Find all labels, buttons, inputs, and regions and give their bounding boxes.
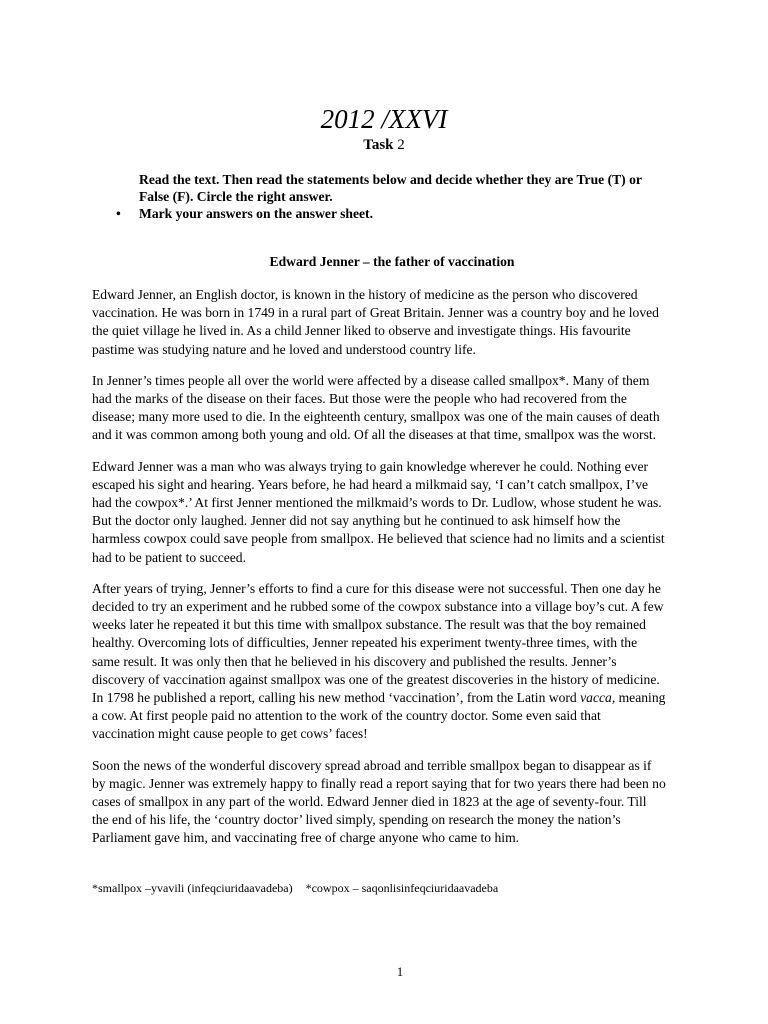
text-line: had the cowpox*.’ At first Jenner mentioned the milkmaid’s words to Dr. Ludlow, whose student he was. <box>92 495 662 511</box>
text-line: and it was common among both young and old. Of all the diseases at that time, smallpox was the worst. <box>92 427 657 443</box>
text-segment: In 1798 he published a report, calling his new method ‘vaccination’, from the Latin word <box>92 690 581 706</box>
text-line: Soon the news of the wonderful discovery spread abroad and terrible smallpox began to disappear as if <box>92 757 652 773</box>
text-line <box>92 689 712 707</box>
task-word: Task <box>363 137 394 153</box>
text-line: In Jenner’s times people all over the world were affected by a disease called smallpox*. Many of them <box>92 372 650 388</box>
text-line: pastime was studying nature and he loved and understood country life. <box>92 341 476 357</box>
text-line: escaped his sight and hearing. Years before, he had heard a milkmaid say, ‘I can’t catch smallpox, I’ve <box>92 476 649 492</box>
page-number: 1 <box>396 965 404 979</box>
text-line: But the doctor only laughed. Jenner did not say anything but he continued to ask himself how the <box>92 513 621 529</box>
text-line: cases of smallpox in any part of the world. Edward Jenner died in 1823 at the age of seventy-four. Till <box>92 794 647 810</box>
text-line: weeks later he repeated it but this time with smallpox substance. The result was that the boy remained <box>92 617 646 633</box>
article-body <box>92 286 712 861</box>
text-line: harmless cowpox could save people from smallpox. He believed that science had no limits and a scientist <box>92 531 665 547</box>
article-title: Edward Jenner – the father of vaccination <box>269 254 515 269</box>
latin-term: vacca <box>580 690 612 706</box>
text-line: by magic. Jenner was extremely happy to finally read a report saying that for two years there had been no <box>92 775 666 791</box>
article-paragraph <box>92 580 712 744</box>
task-label <box>0 136 768 154</box>
text-line: same result. It was only then that he believed in his discovery and published the results. Jenner’s <box>92 653 617 669</box>
text-segment: , meaning <box>611 690 666 706</box>
text-line: vaccination. He was born in 1749 in a rural part of Great Britain. Jenner was a country boy and he loved <box>92 305 659 321</box>
text-line: After years of trying, Jenner’s efforts to find a cure for this disease were not successful. Then one day he <box>92 580 661 596</box>
text-line: discovery of vaccination against smallpox was one of the greatest discoveries in the history of medicine. <box>92 671 660 687</box>
text-line: Parliament gave him, and vaccinating free of charge anyone who came to him. <box>92 830 520 846</box>
text-line: Edward Jenner, an English doctor, is known in the history of medicine as the person who discovered <box>92 287 638 302</box>
article-paragraph <box>92 458 712 567</box>
task-number: 2 <box>397 137 405 153</box>
instructions <box>139 171 699 205</box>
text-line: had the marks of the disease on their faces. But those were the people who had recovered from the <box>92 391 627 407</box>
bullet-icon: • <box>116 206 121 221</box>
text-line: a cow. At first people paid no attention to the work of the country doctor. Some even said that <box>92 708 601 724</box>
text-line: healthy. Overcoming lots of difficulties, Jenner repeated his experiment twenty-three times, with the <box>92 635 638 651</box>
text-line: disease; many more used to die. In the eighteenth century, smallpox was one of the main causes of death <box>92 409 660 425</box>
text-line: vaccination might cause people to get cows’ faces! <box>92 726 368 742</box>
text-line: had to be patient to succeed. <box>92 549 247 565</box>
text-line: Edward Jenner was a man who was always trying to gain knowledge wherever he could. Nothing ever <box>92 458 649 474</box>
bullet-text: Mark your answers on the answer sheet. <box>139 206 373 221</box>
page-title: 2012 /XXVI <box>320 104 448 134</box>
instruction-line-1: Read the text. Then read the statements below and decide whether they are True (T) or <box>139 172 642 187</box>
text-line: the quiet village he lived in. As a child Jenner liked to observe and investigate things. His favourite <box>92 323 631 339</box>
instruction-line-2: False (F). Circle the right answer. <box>139 189 333 204</box>
article-paragraph <box>92 286 712 359</box>
instruction-bullet <box>116 205 373 222</box>
text-line: the end of his life, the ‘country doctor’ lived simply, spending on research the money the nation’s <box>92 812 621 828</box>
footnote-smallpox: *smallpox –yvavili (infeqciuridaavadeba) <box>92 881 293 895</box>
footnotes <box>92 880 498 896</box>
article-paragraph <box>92 757 712 848</box>
footnote-cowpox: *cowpox – saqonlisinfeqciuridaavadeba <box>305 881 499 895</box>
article-paragraph <box>92 372 712 445</box>
text-line: decided to try an experiment and he rubbed some of the cowpox substance into a village boy’s cut. A few <box>92 599 664 615</box>
